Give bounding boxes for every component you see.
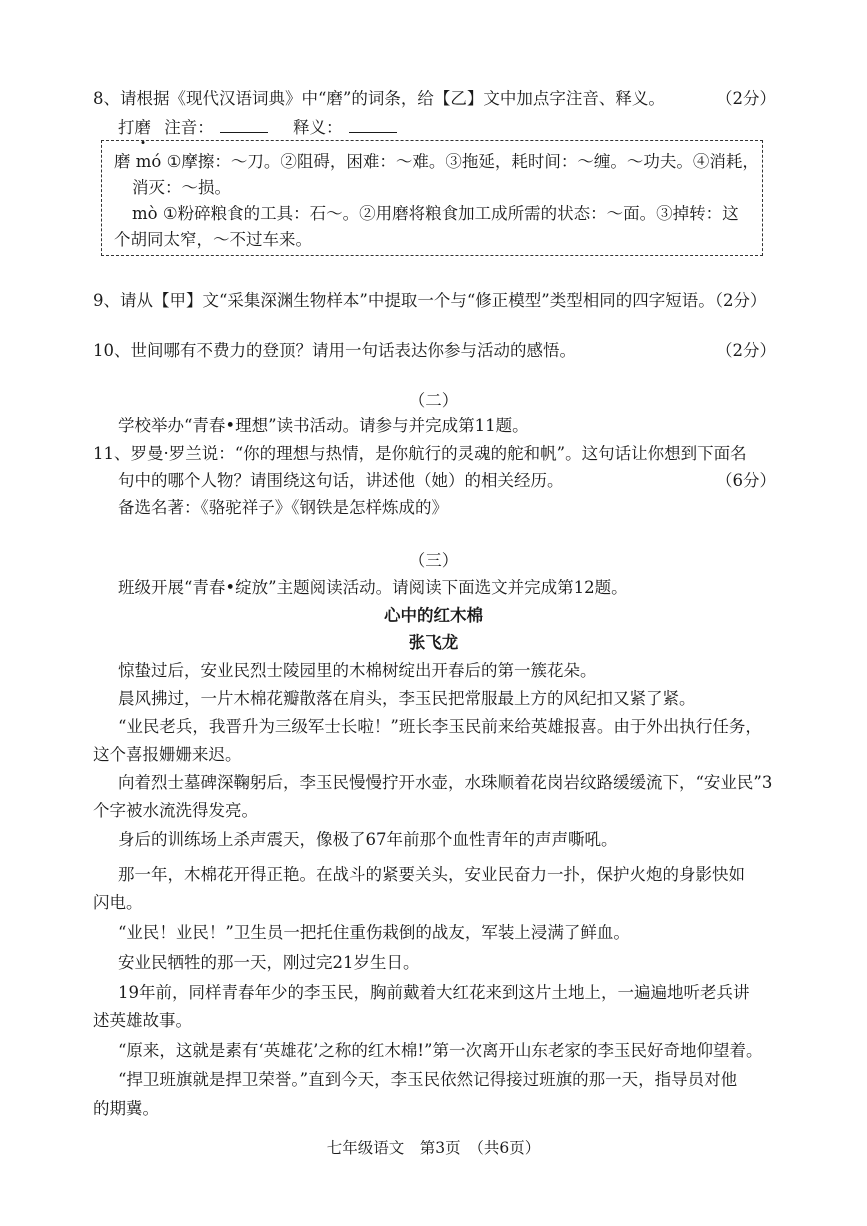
word-char-1: 打 (118, 118, 135, 137)
article-paragraph-4-cont: 个字被水流洗得发亮。 (93, 801, 258, 820)
article-paragraph-11-cont: 的期冀。 (93, 1099, 159, 1118)
section-3-heading: （三） (408, 551, 459, 570)
article-paragraph-7: “业民！业民！”卫生员一把托住重伤栽倒的战友，军装上浸满了鲜血。 (118, 923, 630, 942)
dict-line-2: 消灭：～损。 (132, 178, 231, 197)
article-paragraph-1: 惊蛰过后，安业民烈士陵园里的木棉树绽出开春后的第一簇花朵。 (118, 661, 597, 680)
question-10-score: （2分） (716, 341, 776, 360)
question-8-answer-line (118, 116, 403, 139)
pinyin-label: 注音： (164, 118, 214, 137)
article-title: 心中的红木棉 (384, 606, 483, 625)
candidate-books: 备选名著：《骆驼祥子》《钢铁是怎样炼成的》 (118, 498, 448, 517)
article-paragraph-3: “业民老兵，我晋升为三级军士长啦！”班长李玉民前来给英雄报喜。由于外出执行任务， (118, 717, 762, 736)
dict-line-1: 磨 mó ①摩擦：～刀。②阻碍，困难：～难。③拖延，耗时间：～缠。～功夫。④消耗， (114, 152, 759, 171)
section-2-heading: （二） (408, 391, 459, 410)
article-paragraph-9: 19年前，同样青春年少的李玉民，胸前戴着大红花来到这片土地上，一遍遍地听老兵讲 (118, 983, 750, 1002)
question-11-line-2: 句中的哪个人物？请围绕这句话，讲述他（她）的相关经历。 (118, 471, 564, 490)
dotted-char-mo: 磨 (134, 118, 151, 137)
question-8-score: （2分） (716, 89, 776, 108)
meaning-label: 释义： (293, 118, 343, 137)
article-paragraph-10: “原来，这就是素有‘英雄花’之称的红木棉!”第一次离开山东老家的李玉民好奇地仰望着。 (118, 1041, 763, 1060)
article-paragraph-2: 晨风拂过，一片木棉花瓣散落在肩头，李玉民把常服最上方的风纪扣又紧了紧。 (118, 689, 696, 708)
section-2-intro: 学校举办“青春•理想”读书活动。请参与并完成第11题。 (118, 416, 529, 435)
dict-line-3: mò ①粉碎粮食的工具：石～。②用磨将粮食加工成所需的状态：～面。③掉转：这 (132, 204, 739, 223)
article-author: 张飞龙 (408, 633, 459, 652)
article-paragraph-8: 安业民牺牲的那一天，刚过完21岁生日。 (118, 953, 420, 972)
page-footer: 七年级语文 第3页 （共6页） (326, 1139, 541, 1157)
question-11-score: （6分） (716, 471, 776, 490)
article-paragraph-5: 身后的训练场上杀声震天，像极了67年前那个血性青年的声声嘶吼。 (118, 830, 618, 849)
question-11-line-1: 11、罗曼·罗兰说：“你的理想与热情，是你航行的灵魂的舵和帆”。这句话让你想到下面名 (93, 444, 747, 463)
pinyin-blank[interactable] (220, 116, 268, 133)
question-10: 10、世间哪有不费力的登顶？请用一句话表达你参与活动的感悟。 (93, 341, 576, 360)
section-3-intro: 班级开展“青春•绽放”主题阅读活动。请阅读下面选文并完成第12题。 (118, 578, 628, 597)
meaning-blank[interactable] (349, 116, 397, 133)
question-9: 9、请从【甲】文“采集深渊生物样本”中提取一个与“修正模型”类型相同的四字短语。（2分） (93, 291, 767, 310)
dict-line-4: 个胡同太窄，～不过车来。 (114, 230, 312, 249)
article-paragraph-6-cont: 闪电。 (93, 893, 143, 912)
question-8: 8、请根据《现代汉语词典》中“磨”的词条，给【乙】文中加点字注音、释义。 (93, 89, 665, 108)
article-paragraph-3-cont: 这个喜报姗姗来迟。 (93, 745, 242, 764)
article-paragraph-4: 向着烈士墓碑深鞠躬后，李玉民慢慢拧开水壶，水珠顺着花岗岩纹路缓缓流下，“安业民”3 (118, 773, 773, 792)
article-paragraph-11: “捍卫班旗就是捍卫荣誉。”直到今天，李玉民依然记得接过班旗的那一天，指导员对他 (118, 1070, 738, 1089)
article-paragraph-9-cont: 述英雄故事。 (93, 1011, 192, 1030)
article-paragraph-6: 那一年，木棉花开得正艳。在战斗的紧要关头，安业民奋力一扑，保护火炮的身影快如 (118, 865, 745, 884)
